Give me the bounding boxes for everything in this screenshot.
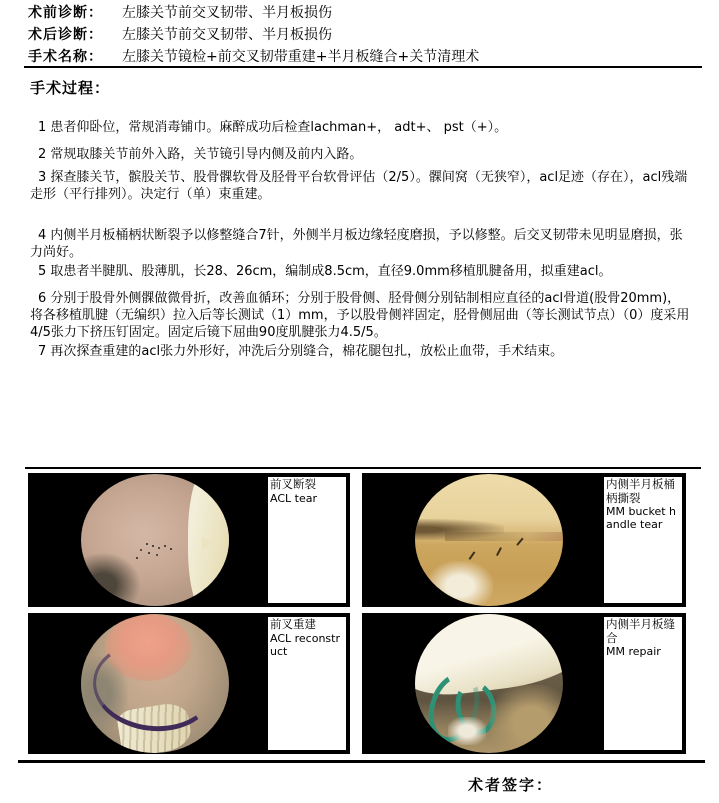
postop-diagnosis-row [28, 27, 479, 43]
surgeon-signature-label: 术者签字： [468, 776, 554, 794]
speck-marks-shape [146, 543, 148, 545]
procedure-step-5: 5 取患者半腱肌、股薄肌，长28、26cm，编制成8.5cm，直径9.0mm移植肌腱备用，拟重建acl。 [38, 264, 612, 279]
figure-panel-mm-repair [362, 613, 686, 754]
figure-label-box [267, 616, 347, 751]
surgery-name-value: 左膝关节镜检+前交叉韧带重建+半月板缝合+关节清理术 [122, 49, 480, 65]
figure-label-box [267, 476, 347, 604]
procedure-step-2: 2 常规取膝关节前外入路，关节镜引导内侧及前内入路。 [38, 147, 363, 162]
tick-mark-shape [496, 547, 502, 556]
figure-label-cn: 前叉断裂 [270, 477, 316, 491]
figure-label-cn: 前叉重建 [270, 617, 316, 631]
procedure-step-4: 4 内侧半月板桶柄状断裂予以修整缝合7针，外侧半月板边缘轻度磨损，予以修整。后交叉韧带未见明显磨损，张力尚好。 [30, 228, 683, 260]
header-divider [24, 66, 702, 68]
figure-label-box [603, 476, 683, 604]
procedure-section-title: 手术过程： [30, 79, 111, 97]
figure-label-cn: 内侧半月板缝合 [606, 617, 675, 645]
arthroscopy-photo-mm-tear [415, 474, 563, 606]
procedure-step-6: 6 分别于股骨外侧髁做微骨折，改善血循环；分别于股骨侧、胫骨侧分别钻制相应直径的acl骨道(股骨20mm)，将各移植肌腱（无编织）拉入后等长测试（1）mm，予以股骨侧袢固定，胫骨侧屈曲（等长测试节点）（0）度采用4/5张力下挤压钉固定。固定后镜下屈曲90度肌腱张力4.5/5。 [30, 291, 690, 340]
figure-panel-acl-reconstruct [28, 613, 350, 754]
preop-diagnosis-label: 术前诊断： [28, 5, 103, 21]
arthroscopy-photo-acl-reconstruct [81, 614, 229, 753]
diagnosis-header [28, 5, 479, 71]
arthroscopy-figure-grid [28, 473, 692, 754]
figure-label-en: MM repair [606, 645, 661, 658]
postop-diagnosis-label: 术后诊断： [28, 27, 103, 43]
figure-panel-mm-bucket-handle-tear [362, 473, 686, 607]
procedure-step-1: 1 患者仰卧位，常规消毒铺巾。麻醉成功后检查lachman+， adt+、 pst（+）。 [38, 120, 508, 135]
tan-tissue-shape [490, 685, 563, 753]
arthroscopy-photo-acl-tear [81, 474, 229, 606]
surgery-name-label: 手术名称： [28, 49, 103, 65]
postop-diagnosis-value: 左膝关节前交叉韧带、半月板损伤 [122, 27, 332, 43]
bone-notch-shape [202, 537, 214, 549]
figure-label-en: ACL reconstruct [270, 631, 341, 658]
shadow-shape [81, 553, 140, 606]
procedure-step-7: 7 再次探查重建的acl张力外形好，冲洗后分别缝合，棉花腿包扎，放松止血带，手术结束。 [38, 344, 564, 359]
figures-divider [25, 467, 701, 469]
figure-label-en: ACL tear [270, 491, 317, 505]
white-tissue-shape [448, 717, 486, 745]
arthroscopy-photo-mm-repair [415, 614, 563, 753]
procedure-step-3: 3 探查膝关节，髌股关节、股骨髁软骨及胫骨平台软骨评估（2/5）。髁间窝（无狭窄），acl足迹（存在），acl残端走形（平行排列）。决定行（单）束重建。 [30, 170, 688, 202]
tear-line-shape [445, 532, 563, 541]
footer-divider [18, 760, 705, 763]
figure-panel-acl-tear [28, 473, 350, 607]
cloudy-tissue-shape [427, 561, 494, 606]
tick-mark-shape [469, 551, 475, 559]
preop-diagnosis-row [28, 5, 479, 21]
surgery-name-row [28, 49, 479, 65]
figure-label-en: MM bucket handle tear [606, 505, 677, 531]
figure-label-box [603, 616, 683, 751]
procedure-steps [30, 119, 692, 360]
preop-diagnosis-value: 左膝关节前交叉韧带、半月板损伤 [122, 5, 332, 21]
figure-label-cn: 内侧半月板桶柄撕裂 [606, 477, 675, 505]
